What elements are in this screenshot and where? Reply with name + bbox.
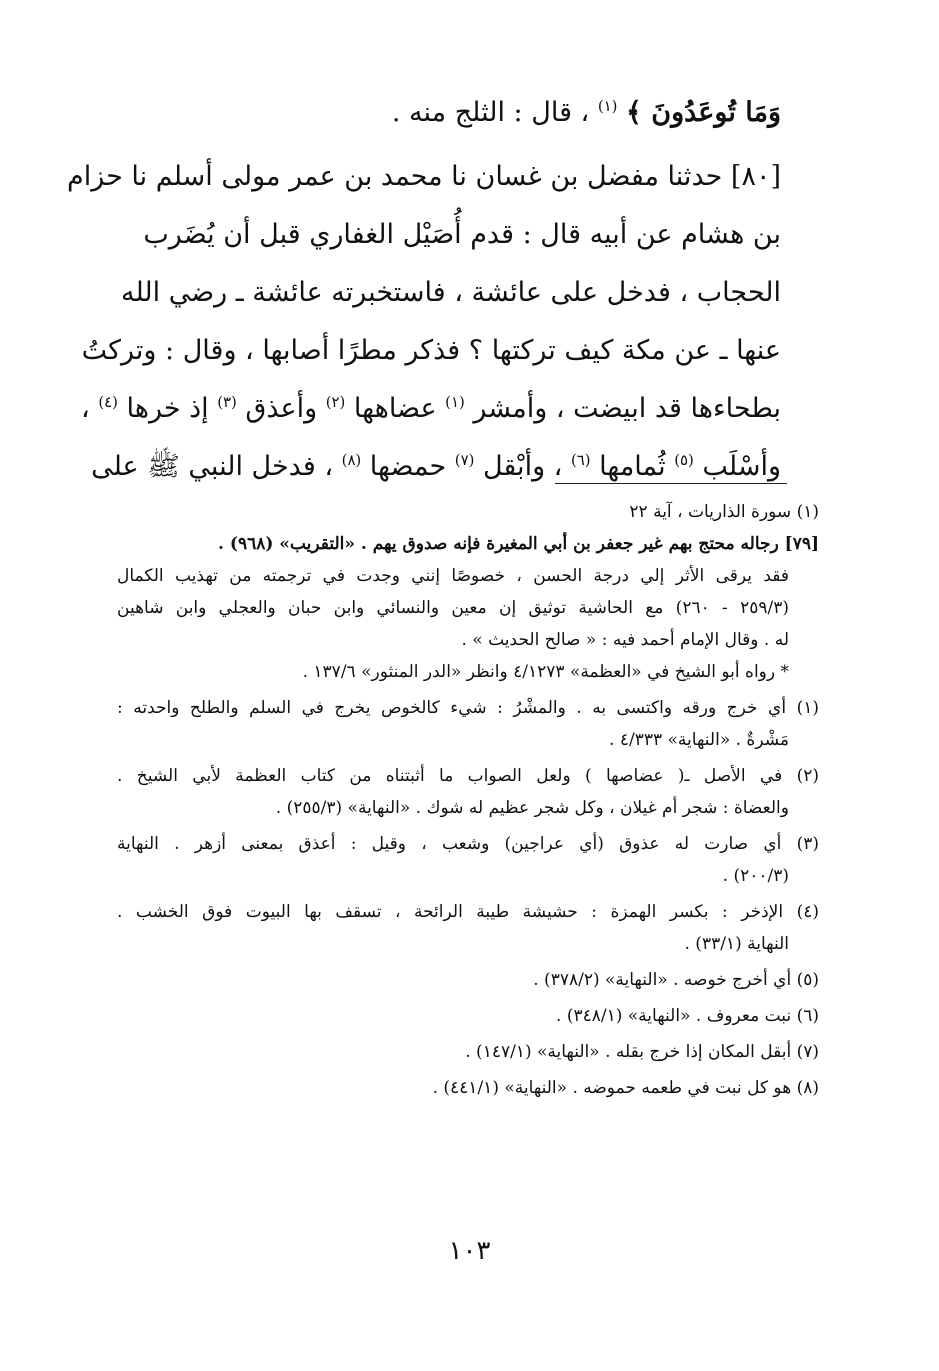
seg: وأسْلَب: [693, 451, 781, 482]
seg: ، وأبْقل: [474, 451, 571, 482]
footnote-line: (١) سورة الذاريات ، آية ٢٢: [629, 502, 819, 522]
footnote-ref: (٨): [341, 451, 362, 469]
seg: بطحاءها قد ابيضت ، وأمشر: [464, 393, 781, 424]
footnote-line: (١) أي خرج ورقه واكتسى به . والمشْرُ : شيء كالخوص يخرج في السلم والطلح واحدته :: [117, 698, 819, 718]
footnote-line: (٤) الإذخر : بكسر الهمزة : حشيشة طيبة الرائحة ، تسقف بها البيوت فوق الخشب .: [117, 902, 819, 922]
main-line-6: [81, 380, 781, 438]
footnote-line: له . وقال الإمام أحمد فيه : « صالح الحديث » .: [461, 630, 789, 650]
main-line-3: بن هشام عن أبيه قال : قدم أُصَيْل الغفاري قبل أن يُضَرب: [143, 219, 781, 250]
seg: حمضها: [361, 451, 455, 482]
footnote-ref: (٢): [325, 393, 346, 411]
footnote-6: [117, 1000, 819, 1032]
footnote-line: (٥) أي أخرج خوصه . «النهاية» (٣٧٨/٢) .: [533, 970, 819, 990]
footnote-ref: (١): [445, 393, 465, 411]
footnote-79: [117, 528, 819, 560]
footnote-ref: (١): [597, 97, 618, 115]
footnote-separator: [555, 483, 787, 484]
footnote-5: [117, 964, 819, 996]
main-line-4: الحجاب ، فدخل على عائشة ، فاستخبرته عائشة ـ رضي الله: [121, 277, 781, 308]
seg: إذ خرها: [117, 393, 218, 424]
footnote-79-body: [117, 560, 819, 688]
footnote-line: * رواه أبو الشيخ في «العظمة» ٤/١٢٧٣ وانظر «الدر المنثور» ١٣٧/٦ .: [302, 662, 789, 682]
footnote-line: [٧٩] رجاله محتج بهم غير جعفر بن أبي المغيرة فإنه صدوق يهم . «التقريب» (٩٦٨) .: [218, 534, 819, 554]
main-text: [67, 84, 781, 496]
footnote-ref: (٤): [98, 393, 118, 411]
footnote-line: (٢٥٩/٣ - ٢٦٠) مع الحاشية توثيق إن معين والنسائي وابن حبان والعجلي وابن شاهين: [117, 598, 789, 618]
footnote-line: (٧) أبقل المكان إذا خرج بقله . «النهاية» (١٤٧/١) .: [465, 1042, 819, 1062]
footnote-line: (٢٠٠/٣) .: [722, 866, 789, 886]
footnote-ref: (٣): [217, 393, 237, 411]
seg: ثُمامها: [590, 451, 675, 482]
seg: ، فدخل النبي ﷺ على: [91, 451, 342, 482]
seg: وأعذق: [236, 393, 326, 424]
footnote-3: [117, 828, 819, 892]
footnote-8: [117, 1072, 819, 1104]
main-line-2: [٨٠] حدثنا مفضل بن غسان نا محمد بن عمر مولى أسلم نا حزام: [67, 161, 781, 192]
footnote-line: والعضاة : شجر أم غيلان ، وكل شجر عظيم له شوك . «النهاية» (٢٥٥/٣) .: [275, 798, 789, 818]
main-line-1: [153, 84, 781, 142]
footnote-ref: (٦): [570, 451, 591, 469]
seg: ،: [81, 393, 99, 424]
footnote-line: النهاية (٣٣/١) .: [684, 934, 789, 954]
footnote-sura: [117, 496, 819, 528]
footnote-line: (٢) في الأصل ـ( عضاصها ) ولعل الصواب ما أثبتناه من كتاب العظمة لأبي الشيخ .: [117, 766, 819, 786]
main-line-text: ، قال : الثلج منه .: [391, 97, 598, 128]
main-line-7: [91, 438, 781, 496]
footnotes: [117, 496, 819, 1104]
footnote-line: (٦) نبت معروف . «النهاية» (٣٤٨/١) .: [556, 1006, 819, 1026]
footnote-line: مَشْرةٌ . «النهاية» ٤/٣٣٣ .: [609, 730, 789, 750]
footnote-ref: (٥): [674, 451, 694, 469]
footnote-4: [117, 896, 819, 960]
footnote-line: (٣) أي صارت له عذوق (أي عراجين) وشعب ، وقيل : أعذق بمعنى أزهر . النهاية: [117, 834, 819, 854]
page-number: ١٠٣: [448, 1236, 491, 1266]
footnote-1: [117, 692, 819, 756]
footnote-ref: (٧): [454, 451, 475, 469]
main-line-5: عنها ـ عن مكة كيف تركتها ؟ فذكر مطرًا أصابها ، وقال : وتركتُ: [81, 335, 781, 366]
quran-verse: وَمَا تُوعَدُونَ ﴾: [626, 97, 781, 128]
footnote-2: [117, 760, 819, 824]
footnote-line: (٨) هو كل نبت في طعمه حموضه . «النهاية» (٤٤١/١) .: [432, 1078, 819, 1098]
footnote-line: فقد يرقى الأثر إلي درجة الحسن ، خصوصًا إنني وجدت في ترجمته من تهذيب الكمال: [117, 566, 789, 586]
seg: عضاهها: [345, 393, 446, 424]
footnote-7: [117, 1036, 819, 1068]
